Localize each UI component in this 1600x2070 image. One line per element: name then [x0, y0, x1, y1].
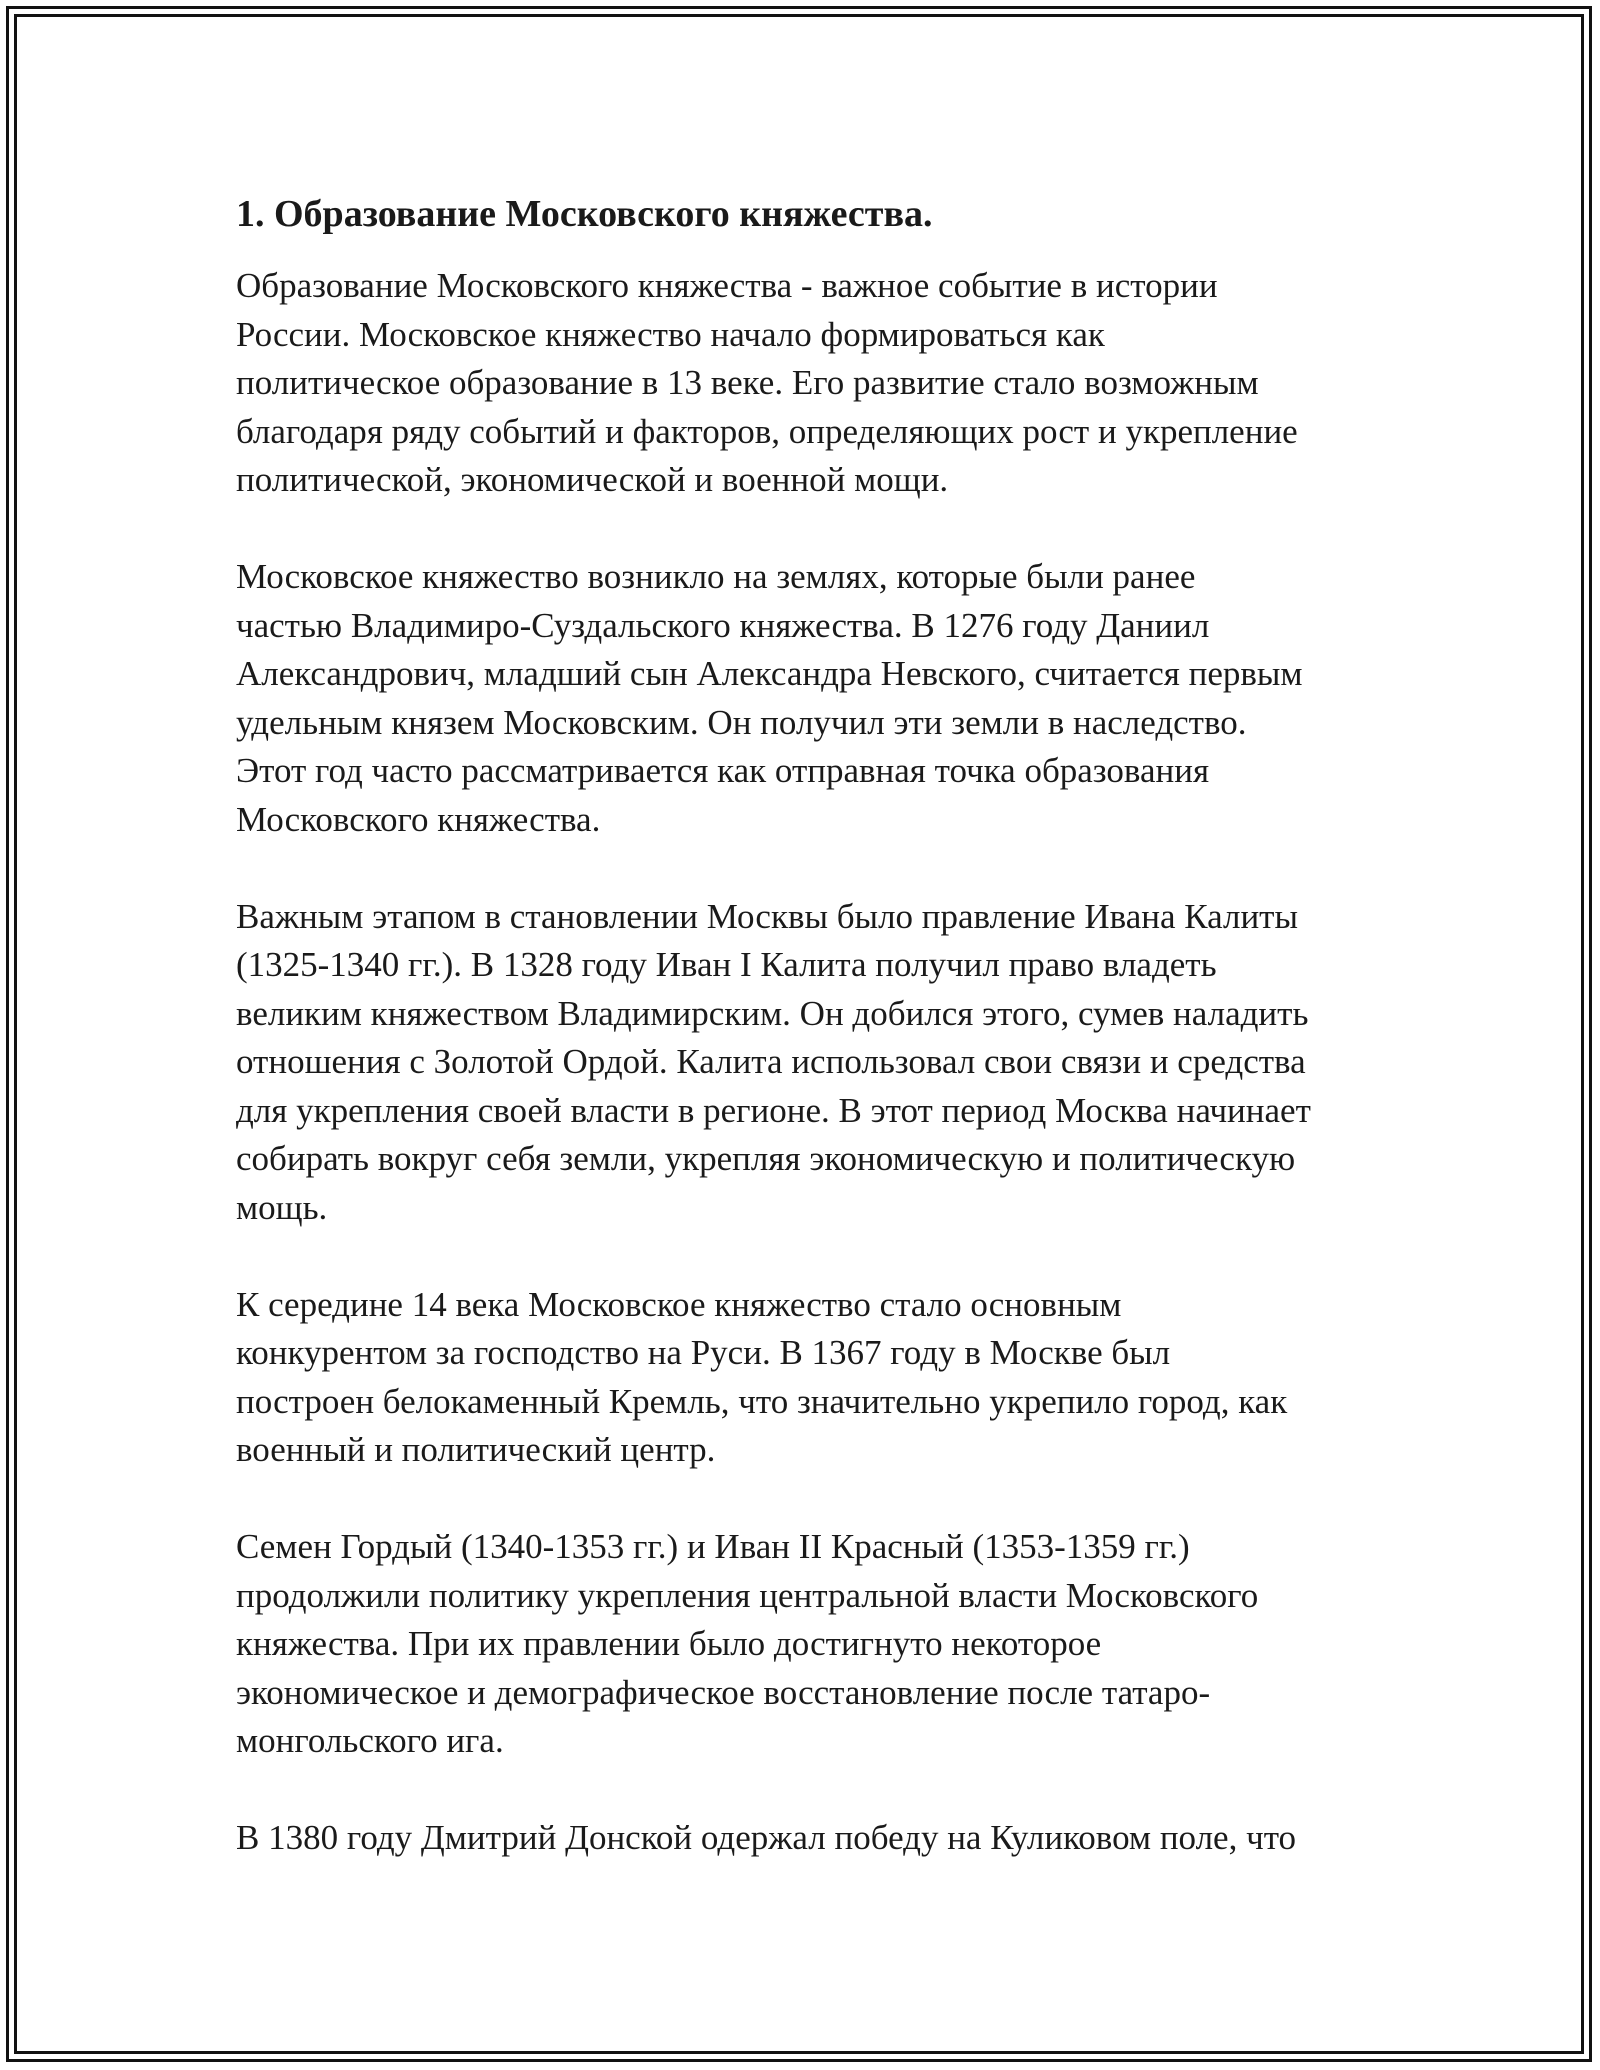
text-line: экономическое и демографическое восстановление после татаро-: [236, 1672, 1211, 1712]
text-line: военный и политический центр.: [236, 1430, 716, 1469]
text-line: В 1380 году Дмитрий Донской одержал победу на Куликовом поле, что: [236, 1818, 1297, 1857]
paragraph-4: [236, 1281, 1386, 1475]
text-line: Семен Гордый (1340-1353 гг.) и Иван II Красный (1353-1359 гг.): [236, 1527, 1190, 1566]
text-line: продолжили политику укрепления центральной власти Московского: [236, 1575, 1259, 1615]
text-line: отношения с Золотой Ордой. Калита использовал свои связи и средства: [236, 1042, 1306, 1081]
paragraph-5: [236, 1523, 1386, 1766]
paragraph-2: [236, 553, 1386, 844]
document-body: [236, 188, 1386, 1911]
text-line: построен белокаменный Кремль, что значительно укрепило город, как: [236, 1381, 1288, 1421]
text-line: Московское княжество возникло на землях, которые были ранее: [236, 557, 1196, 596]
section-heading: 1. Образование Московского княжества.: [236, 193, 933, 235]
paragraph-3: [236, 893, 1386, 1233]
text-line: удельным князем Московским. Он получил эти земли в наследство.: [236, 702, 1247, 742]
text-line: Важным этапом в становлении Москвы было правление Ивана Калиты: [236, 896, 1298, 936]
text-line: собирать вокруг себя земли, укрепляя экономическую и политическую: [236, 1139, 1296, 1178]
text-line: Образование Московского княжества - важное событие в истории: [236, 266, 1218, 305]
text-line: благодаря ряду событий и факторов, определяющих рост и укрепление: [236, 411, 1298, 451]
text-line: России. Московское княжество начало формироваться как: [236, 314, 1105, 354]
text-line: (1325-1340 гг.). В 1328 году Иван I Калита получил право владеть: [236, 945, 1217, 984]
text-line: великим княжеством Владимирским. Он добился этого, сумев наладить: [236, 993, 1309, 1033]
text-line: Этот год часто рассматривается как отправная точка образования: [236, 751, 1210, 790]
text-line: для укрепления своей власти в регионе. В этот период Москва начинает: [236, 1090, 1311, 1130]
text-line: княжества. При их правлении было достигнуто некоторое: [236, 1624, 1102, 1663]
paragraph-1: [236, 262, 1386, 505]
text-line: Александрович, младший сын Александра Невского, считается первым: [236, 654, 1303, 693]
text-line: политической, экономической и военной мощи.: [236, 460, 949, 499]
paragraph-6: [236, 1814, 1386, 1863]
text-line: мощь.: [236, 1187, 328, 1227]
text-line: частью Владимиро-Суздальского княжества. В 1276 году Даниил: [236, 605, 1210, 645]
text-line: монгольского ига.: [236, 1721, 504, 1760]
text-line: конкурентом за господство на Руси. В 1367 году в Москве был: [236, 1333, 1171, 1372]
text-line: политическое образование в 13 веке. Его развитие стало возможным: [236, 363, 1259, 402]
text-line: К середине 14 века Московское княжество стало основным: [236, 1284, 1122, 1324]
text-line: Московского княжества.: [236, 799, 601, 839]
